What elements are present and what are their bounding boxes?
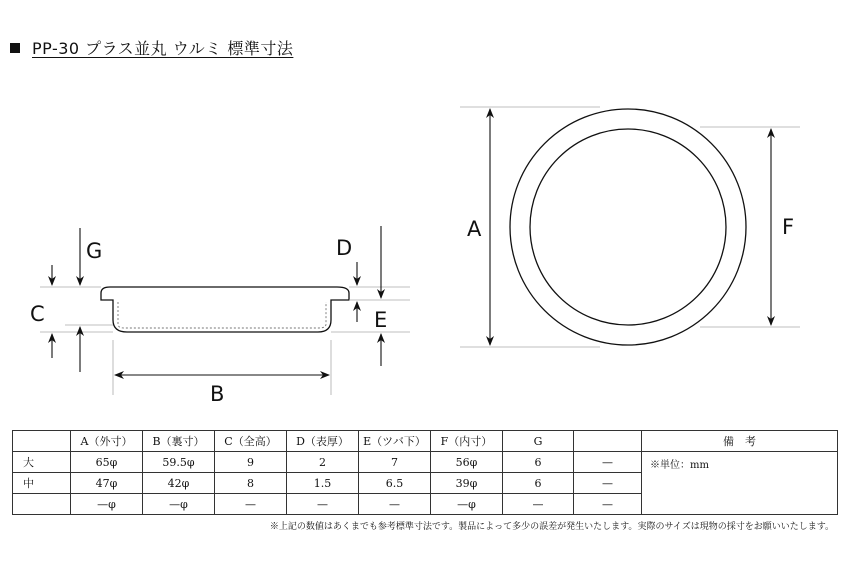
header-cell: D（表厚） xyxy=(287,431,359,452)
header-cell: C（全高） xyxy=(215,431,287,452)
top-view xyxy=(510,109,746,345)
table-cell: 2 xyxy=(287,452,359,473)
pull-inner-line xyxy=(118,302,326,328)
header-cell xyxy=(574,431,642,452)
table-cell: —φ xyxy=(431,494,503,515)
inner-circle xyxy=(530,129,726,325)
table-cell: — xyxy=(359,494,431,515)
row-label: 中 xyxy=(13,473,71,494)
table-cell: 65φ xyxy=(71,452,143,473)
page-title-text: PP-30 プラス並丸 ウルミ 標準寸法 xyxy=(32,39,294,58)
header-cell: A（外寸） xyxy=(71,431,143,452)
table-cell: 8 xyxy=(215,473,287,494)
table-cell: — xyxy=(215,494,287,515)
table-cell: 59.5φ xyxy=(143,452,215,473)
side-extension-lines xyxy=(40,287,410,395)
label-f: F xyxy=(782,215,795,239)
table-cell: 39φ xyxy=(431,473,503,494)
label-d: D xyxy=(336,236,353,260)
table-header-row xyxy=(13,431,838,452)
table-cell: —φ xyxy=(143,494,215,515)
table-cell: — xyxy=(287,494,359,515)
header-cell: G xyxy=(503,431,574,452)
table-cell: — xyxy=(574,452,642,473)
table-row xyxy=(13,452,838,473)
spec-table xyxy=(12,430,838,515)
table-cell: 7 xyxy=(359,452,431,473)
label-a: A xyxy=(467,217,482,241)
header-cell xyxy=(13,431,71,452)
table-cell: — xyxy=(503,494,574,515)
table-cell: 42φ xyxy=(143,473,215,494)
top-extension-lines xyxy=(460,107,800,347)
table-cell: 6 xyxy=(503,452,574,473)
label-e: E xyxy=(374,308,388,332)
label-b: B xyxy=(210,382,225,406)
header-cell: F（内寸） xyxy=(431,431,503,452)
table-cell: 1.5 xyxy=(287,473,359,494)
table-cell: 6 xyxy=(503,473,574,494)
row-label xyxy=(13,494,71,515)
pull-outline xyxy=(101,287,349,332)
table-cell: 9 xyxy=(215,452,287,473)
remarks-cell: ※単位：mm xyxy=(642,452,838,515)
table-cell: 6.5 xyxy=(359,473,431,494)
side-view xyxy=(101,287,349,332)
footnote: ※上記の数値はあくまでも参考標準寸法です。製品によって多少の誤差が発生いたします。実際のサイズは現物の採寸をお願いいたします。 xyxy=(269,522,834,532)
table-cell: — xyxy=(574,494,642,515)
table-cell: —φ xyxy=(71,494,143,515)
outer-circle xyxy=(510,109,746,345)
row-label: 大 xyxy=(13,452,71,473)
table-cell: — xyxy=(574,473,642,494)
header-cell-remarks: 備 考 xyxy=(642,431,838,452)
table-cell: 56φ xyxy=(431,452,503,473)
header-cell: B（裏寸） xyxy=(143,431,215,452)
label-g: G xyxy=(86,239,103,263)
header-cell: E（ツバ下） xyxy=(359,431,431,452)
table-cell: 47φ xyxy=(71,473,143,494)
label-c: C xyxy=(30,302,45,326)
